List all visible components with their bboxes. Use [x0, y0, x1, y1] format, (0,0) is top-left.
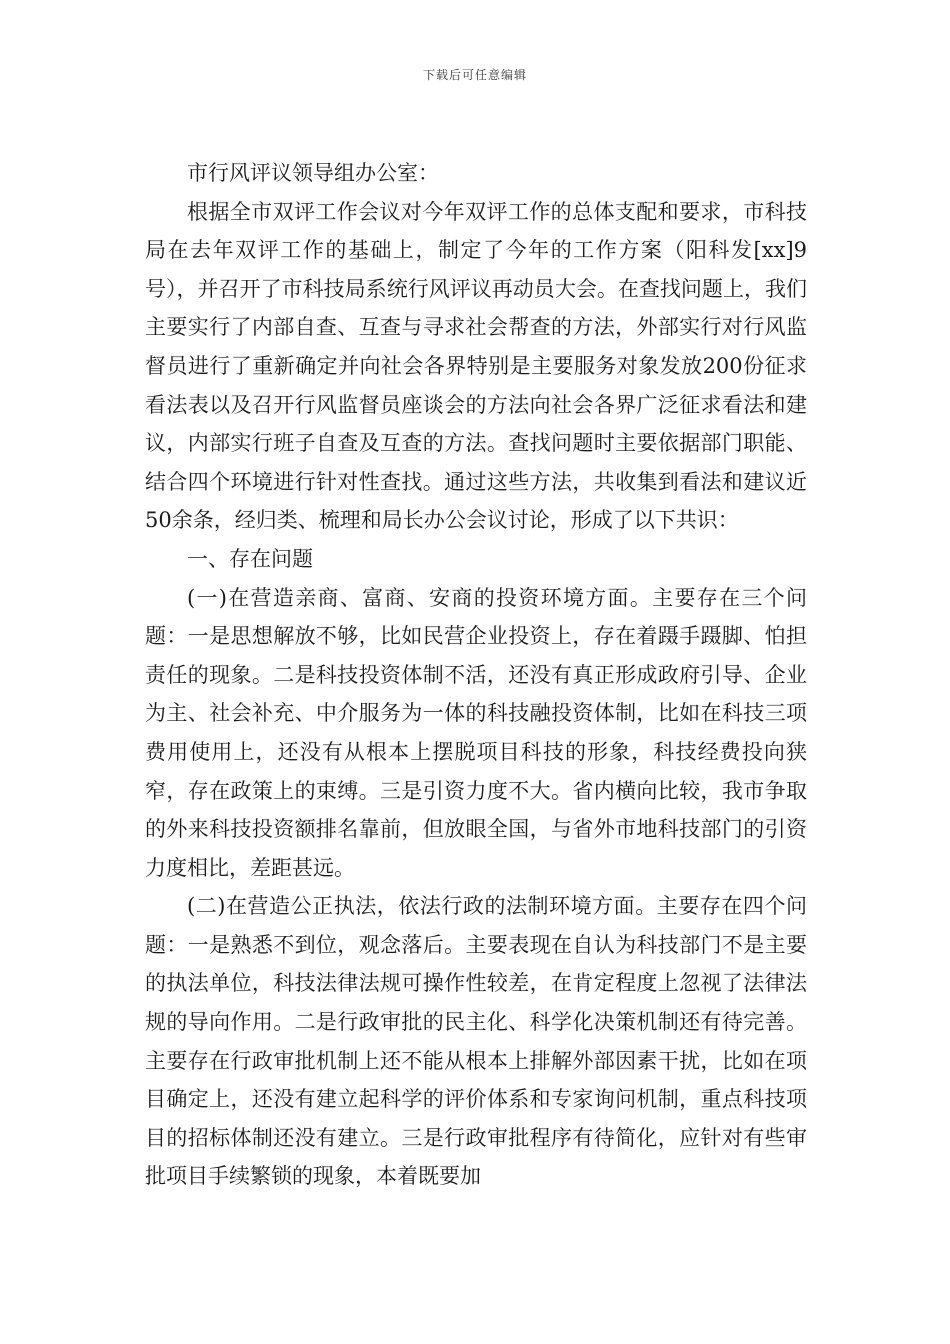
salutation: 市行风评议领导组办公室： — [187, 161, 439, 185]
paragraph-investment-environment: (一)在营造亲商、富商、安商的投资环境方面。主要存在三个问题：一是思想解放不够，比如民营企业投资上，存在着蹑手蹑脚、怕担责任的现象。二是科技投资体制不活，还没有真正形成政府引导、企业为主、社会补充、中介服务为一体的科技融投资体制，比如在科技三项费用使用上，还没有从根本上摆脱项目科技的形象，科技经费投向狭窄，存在政策上的束缚。三是引资力度不大。省内横向比较，我市争取的外来科技投资额排名靠前，但放眼全国，与省外市地科技部门的引资力度相比，差距甚远。 — [145, 585, 807, 880]
paragraph-intro: 根据全市双评工作会议对今年双评工作的总体支配和要求，市科技局在去年双评工作的基础上，制定了今年的工作方案（阳科发[xx]9号），并召开了市科技局系统行风评议再动员大会。在查找问题上，我们主要实行了内部自查、互查与寻求社会帮查的方法，外部实行对行风监督员进行了重新确定并向社会各界特别是主要服务对象发放200份征求看法表以及召开行风监督员座谈会的方法向社会各界广泛征求看法和建议，内部实行班子自查及互查的方法。查找问题时主要依据部门职能、结合四个环境进行针对性查找。通过这些方法，共收集到看法和建议近50余条，经归类、梳理和局长办公会议讨论，形成了以下共识： — [145, 199, 807, 533]
section-heading: 一、存在问题 — [187, 546, 313, 571]
document-body — [145, 154, 807, 1196]
paragraph-legal-environment: (二)在营造公正执法，依法行政的法制环境方面。主要存在四个问题：一是熟悉不到位，观念落后。主要表现在自认为科技部门不是主要的执法单位，科技法律法规可操作性较差，在肯定程度上忽视了法律法规的导向作用。二是行政审批的民主化、科学化决策机制还有待完善。主要存在行政审批机制上还不能从根本上排解外部因素干扰，比如在项目确定上，还没有建立起科学的评价体系和专家询问机制，重点科技项目的招标体制还没有建立。三是行政审批程序有待简化，应针对有些审批项目手续繁锁的现象，本着既要加 — [145, 894, 807, 1189]
header-note: 下载后可任意编辑 — [422, 68, 527, 82]
